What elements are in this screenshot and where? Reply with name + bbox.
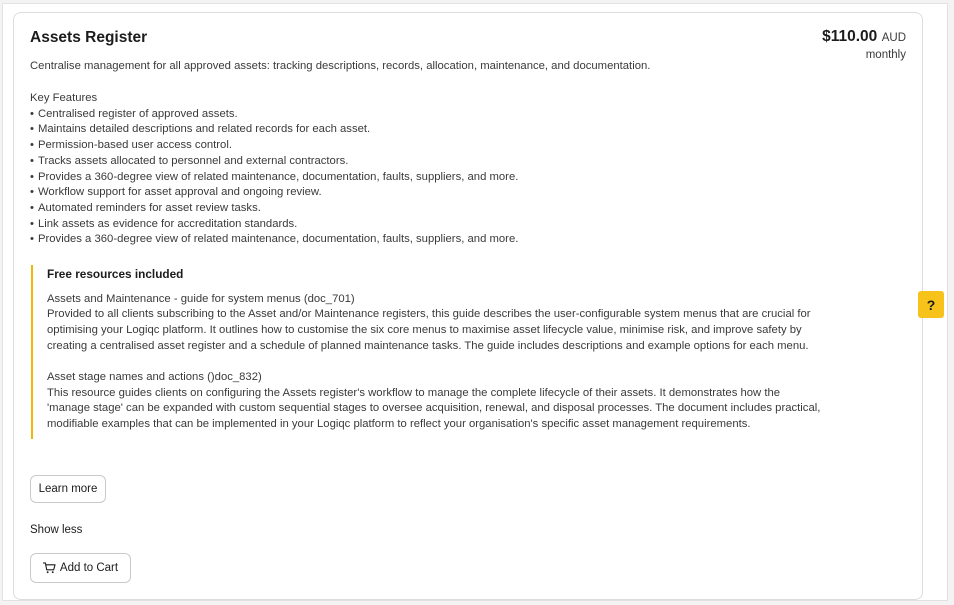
show-less-link[interactable]: Show less [30,524,83,536]
feature-item: • Centralised register of approved assets. [30,107,518,123]
feature-item: • Link assets as evidence for accreditation standards. [30,217,518,233]
page-frame [2,3,948,601]
resource-title: Asset stage names and actions ()doc_832) [47,371,262,384]
product-card [13,12,923,600]
feature-item: • Automated reminders for asset review tasks. [30,201,518,217]
feature-item: • Permission-based user access control. [30,138,518,154]
add-to-cart-button[interactable] [30,553,131,583]
resource-description-line: 'manage stage' can be expanded with custom sequential stages to oversee acquisition, renewal, and disposal processes. The document includes practical, [47,402,821,415]
feature-item: • Maintains detailed descriptions and related records for each asset. [30,122,518,138]
learn-more-button[interactable]: Learn more [30,475,106,503]
feature-item: • Provides a 360-degree view of related maintenance, documentation, faults, suppliers, and more. [30,170,518,186]
shopping-cart-icon [43,562,56,574]
resource-description-line: optimising your Logiqc platform. It outlines how to customise the six core menus to maximise asset lifecycle value, minimise risk, and improve safety by [47,324,802,337]
product-title: Assets Register [30,29,148,46]
price-row [822,28,906,46]
resource-description-line: Provided to all clients subscribing to the Asset and/or Maintenance registers, this guide describes the user-configurable system menus that are crucial for [47,308,811,321]
key-features-heading: Key Features [30,92,98,104]
add-to-cart-label: Add to Cart [59,562,119,574]
question-mark-icon: ? [926,296,936,313]
resource-item [47,292,837,355]
resource-title: Assets and Maintenance - guide for system menus (doc_701) [47,292,355,305]
feature-list [30,107,518,248]
resource-description-line: modifiable examples that can be implemented in your Logiqc platform to reflect your organisation's specific asset management requirements. [47,418,751,431]
key-features [30,91,518,248]
product-description: Centralise management for all approved assets: tracking descriptions, records, allocation, maintenance, and documentation. [30,60,651,72]
feature-item: • Tracks assets allocated to personnel and external contractors. [30,154,518,170]
resource-item [47,370,837,433]
price-currency: AUD [881,32,906,44]
resource-description-line: creating a centralised asset register and a schedule of planned maintenance tasks. The guide includes descriptions and example options for each menu. [47,339,809,352]
resource-description-line: This resource guides clients on configuring the Assets register's workflow to manage the complete lifecycle of their assets. It demonstrates how the [47,386,781,399]
price-period: monthly [865,49,906,61]
price-amount: $110.00 [822,28,878,45]
free-resources-panel [31,265,837,439]
feature-item: • Workflow support for asset approval and ongoing review. [30,185,518,201]
price-block [822,28,906,61]
help-button[interactable] [918,291,944,318]
free-resources-heading: Free resources included [47,267,184,281]
feature-item: • Provides a 360-degree view of related maintenance, documentation, faults, suppliers, and more. [30,232,518,248]
